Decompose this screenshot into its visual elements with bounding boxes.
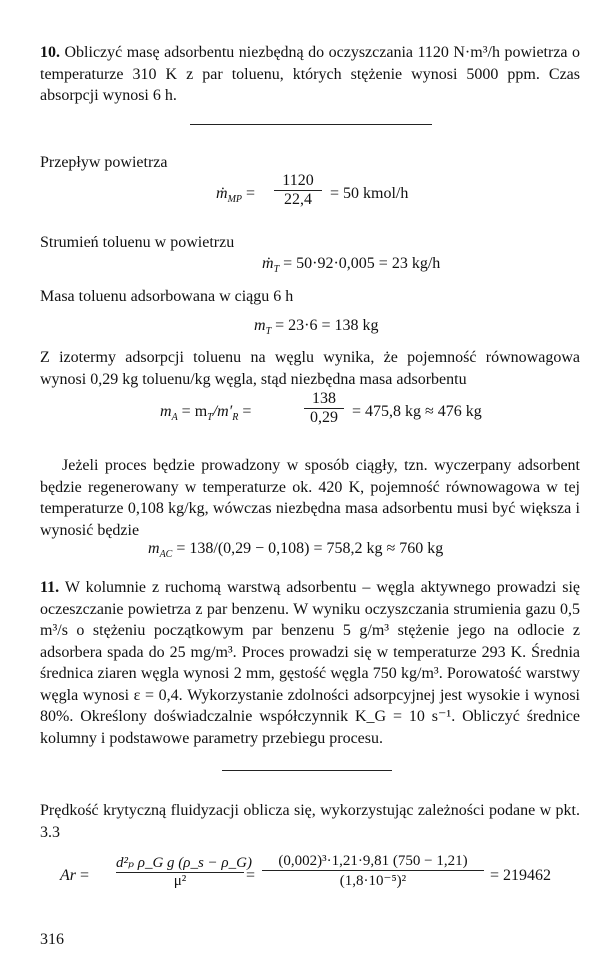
eq1-denominator: 22,4	[284, 191, 312, 208]
equation-air-flow: ṁ$_{MP}$ =	[216, 185, 256, 206]
page-number: 316	[40, 931, 64, 948]
eq3-rhs: = 23·6 = 138 kg	[275, 317, 379, 334]
problem-11-text: W kolumnie z ruchomą warstwą adsorbentu – węgla aktywnego prowadzi się oczeszczanie powietrza z par benzenu. W wyniku oczyszczania strumienia gazu 0,5 m³/s o stężeniu początkowym par benzenu 5 g/m³ stężenie jego na odlocie z adsorbera spada do 25 mg/m³. Proces prowadzi się w temperaturze 293 K. Średnia średnica ziaren węgla wynosi 2 mm, gęstość węgla 750 kg/m³. Porowatość warstwy węgla wynosi ε = 0,4. Wykorzystanie zdolności adsorpcyjnej jest wysokie i wynosi 80%. Określony doświadczalnie współczynnik K_G = 10 s⁻¹. Obliczyć średnice kolumny i podstawowe parametry przebiegu procesu.	[40, 579, 580, 747]
eq4-mid: = m	[181, 403, 208, 420]
eq4-rhs: = 475,8 kg ≈ 476 kg	[352, 403, 482, 420]
isotherm-paragraph: Z izotermy adsorpcji toluenu na węglu wynika, że pojemność równowagowa wynosi 0,29 kg toluenu/kg węgla, stąd niezbędna masa adsorbentu	[40, 349, 580, 388]
eq3-lhs-sub: T	[265, 326, 272, 338]
eq6-frac2-denominator: (1,8·10⁻⁵)²	[339, 873, 407, 889]
eq4-mid-sub: T	[207, 412, 213, 424]
equation-continuous-mass	[148, 539, 443, 565]
eq2-lhs: ṁ	[262, 255, 274, 272]
equation-mass-adsorbed	[254, 316, 379, 342]
equation-toluene-stream	[262, 254, 440, 280]
eq1-fraction	[274, 172, 322, 209]
eq6-rhs: = 219462	[490, 867, 552, 884]
eq6-frac1-denominator: μ²	[173, 873, 187, 889]
eq1-rhs: = 50 kmol/h	[330, 185, 409, 202]
air-flow-label: Przepływ powietrza	[40, 154, 168, 171]
eq4-mid2-sub: R	[232, 412, 239, 424]
toluene-stream-label: Strumień toluenu w powietrzu	[40, 234, 235, 251]
eq6-frac2-numerator: (0,002)³·1,21·9,81 (750 − 1,21)	[278, 853, 468, 869]
problem-10-text: Obliczyć masę adsorbentu niezbędną do oczyszczania 1120 N·m³/h powietrza o temperaturze 310 K z par toluenu, których stężenie wynosi 5000 ppm. Czas absorpcji wynosi 6 h.	[40, 44, 581, 104]
eq4-denominator: 0,29	[310, 409, 338, 426]
eq2-rhs: = 50·92·0,005 = 23 kg/h	[283, 255, 441, 272]
eq1-numerator: 1120	[282, 172, 314, 189]
eq2-lhs-sub: T	[273, 264, 280, 276]
eq6-frac1-numerator: d²ₚ ρ_G g (ρ_s − ρ_G)	[116, 855, 252, 871]
separator-rule-2	[222, 770, 392, 771]
equation-adsorbent-mass: $m_A = m_T/m'_R$ =	[160, 403, 252, 424]
problem-10-number: 10.	[40, 44, 60, 61]
eq5-lhs-sub: AC	[159, 549, 173, 561]
eq6-lhs: Ar	[60, 867, 76, 884]
problem-11-number: 11.	[40, 579, 60, 596]
separator-rule-1	[190, 124, 432, 125]
mass-adsorbed-label: Masa toluenu adsorbowana w ciągu 6 h	[40, 288, 294, 305]
continuous-process-paragraph: Jeżeli proces będzie prowadzony w sposób ciągły, tzn. wyczerpany adsorbent będzie regenerowany w temperaturze ok. 420 K, pojemność równowagowa w tej temperaturze 0,108 kg/kg, wówczas niezbędna masa adsorbentu musi być większa i wynosić będzie	[40, 457, 580, 539]
eq1-lhs-sub: MP	[227, 194, 243, 206]
eq6-fraction-1	[116, 853, 252, 890]
eq5-lhs: m	[148, 540, 160, 557]
eq6-fraction-2	[262, 853, 484, 890]
eq1-lhs: ṁ	[216, 185, 228, 202]
fluidization-intro: Prędkość krytyczną fluidyzacji oblicza się, wykorzystując zależności podane w pkt. 3.3	[40, 802, 580, 841]
problem-11	[40, 577, 580, 749]
eq4-mid2: /m′	[212, 403, 233, 420]
equation-archimedes: Ar =	[60, 867, 90, 884]
eq6-equals: =	[246, 867, 256, 884]
problem-10	[40, 42, 580, 107]
eq5-rhs: = 138/(0,29 − 0,108) = 758,2 kg ≈ 760 kg	[176, 540, 444, 557]
eq4-fraction	[304, 390, 344, 427]
eq4-lhs: m	[160, 403, 172, 420]
eq4-lhs-sub: A	[171, 412, 178, 424]
eq3-lhs: m	[254, 317, 266, 334]
eq4-numerator: 138	[312, 390, 336, 407]
